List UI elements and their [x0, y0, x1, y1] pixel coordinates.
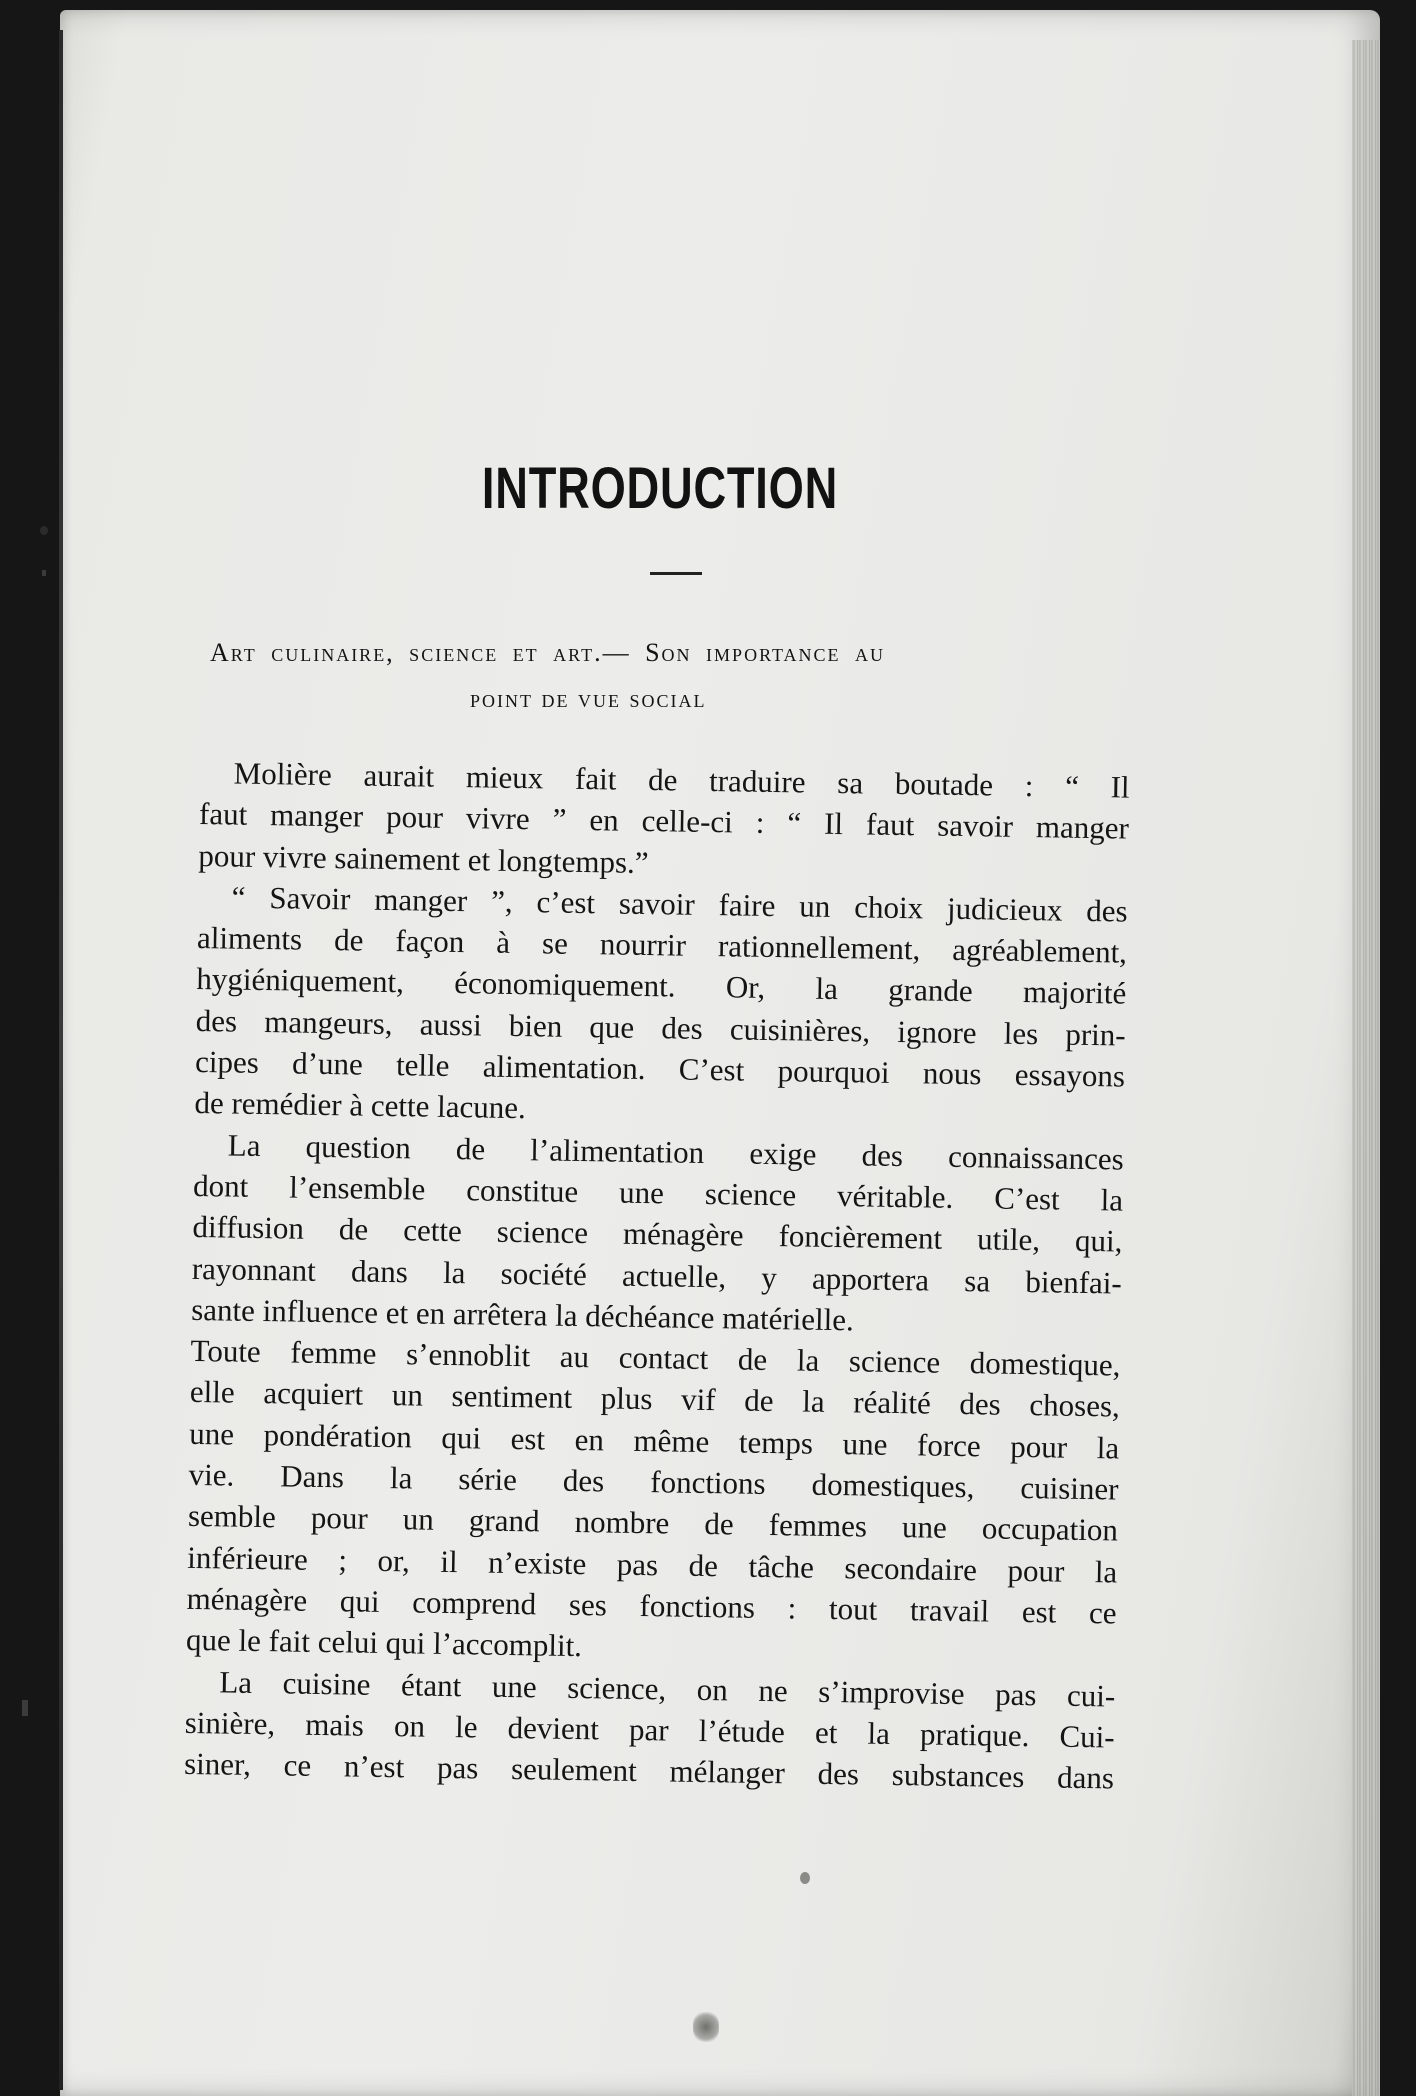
title-divider — [650, 572, 702, 575]
text-line: sinière, mais on le devient par l’étude et la pratique. Cui- — [184, 1704, 1115, 1755]
text-line: inférieure ; or, il n’existe pas de tâche secondaire pour la — [187, 1539, 1118, 1590]
paragraph — [184, 1660, 1116, 1798]
text-line: La cuisine étant une science, on ne s’improvise pas cui- — [219, 1663, 1116, 1714]
text-line: des mangeurs, aussi bien que des cuisinières, ignore les prin- — [195, 1002, 1126, 1053]
scan-blemish — [40, 526, 48, 535]
paragraph — [186, 1330, 1121, 1675]
text-line: dont l’ensemble constitue une science véritable. C’est la — [192, 1167, 1124, 1218]
scan-blemish — [22, 1700, 28, 1716]
text-line: ménagère qui comprend ses fonctions : tout travail est ce — [186, 1580, 1117, 1631]
text-line: sante influence et en arrêtera la déchéance matérielle. — [190, 1291, 855, 1338]
text-line: siner, ce n’est pas seulement mélanger des substances dans — [183, 1746, 1115, 1796]
text-line: aliments de façon à se nourrir rationnellement, agréablement, — [196, 920, 1128, 970]
section-subheading-line: Art culinaire, science et art.— Son importance au — [210, 638, 886, 667]
text-line: Molière aurait mieux fait de traduire sa boutade : “ Il — [233, 755, 1130, 805]
body-text — [184, 752, 1130, 1799]
section-subheading-line: point de vue social — [470, 684, 707, 713]
text-line: La question de l’alimentation exige des connaissances — [227, 1127, 1125, 1177]
text-line: elle acquiert un sentiment plus vif de la réalité des choses, — [189, 1374, 1121, 1424]
text-line: de remédier à cette lacune. — [194, 1085, 527, 1126]
scan-blemish — [42, 570, 46, 576]
text-line: faut manger pour vivre ” en celle-ci : “ Il faut savoir manger — [198, 796, 1130, 846]
paragraph — [198, 752, 1130, 890]
text-line: semble pour un grand nombre de femmes une occupation — [187, 1498, 1119, 1548]
text-line: que le fait celui qui l’accomplit. — [185, 1622, 583, 1664]
text-line: hygiéniquement, économiquement. Or, la grande majorité — [196, 961, 1127, 1012]
paragraph — [194, 876, 1128, 1138]
text-line: rayonnant dans la société actuelle, y apportera sa bienfai- — [191, 1250, 1123, 1301]
scan-blemish — [693, 2012, 719, 2042]
book-gutter — [59, 30, 63, 2090]
text-line: pour vivre sainement et longtemps.” — [198, 837, 649, 880]
paragraph — [191, 1124, 1124, 1345]
text-line: “ Savoir manger ”, c’est savoir faire un choix judicieux des — [231, 879, 1128, 929]
text-line: vie. Dans la série des fonctions domestiques, cuisiner — [188, 1456, 1119, 1507]
scan-blemish — [800, 1872, 810, 1884]
text-line: Toute femme s’ennoblit au contact de la science domestique, — [190, 1333, 1121, 1383]
text-line: diffusion de cette science ménagère foncièrement utile, qui, — [192, 1209, 1123, 1259]
page-edge — [1352, 40, 1380, 2096]
page-title: INTRODUCTION — [481, 456, 839, 521]
text-line: cipes d’une telle alimentation. C’est pourquoi nous essayons — [194, 1044, 1126, 1094]
text-line: une pondération qui est en même temps une force pour la — [189, 1415, 1120, 1466]
